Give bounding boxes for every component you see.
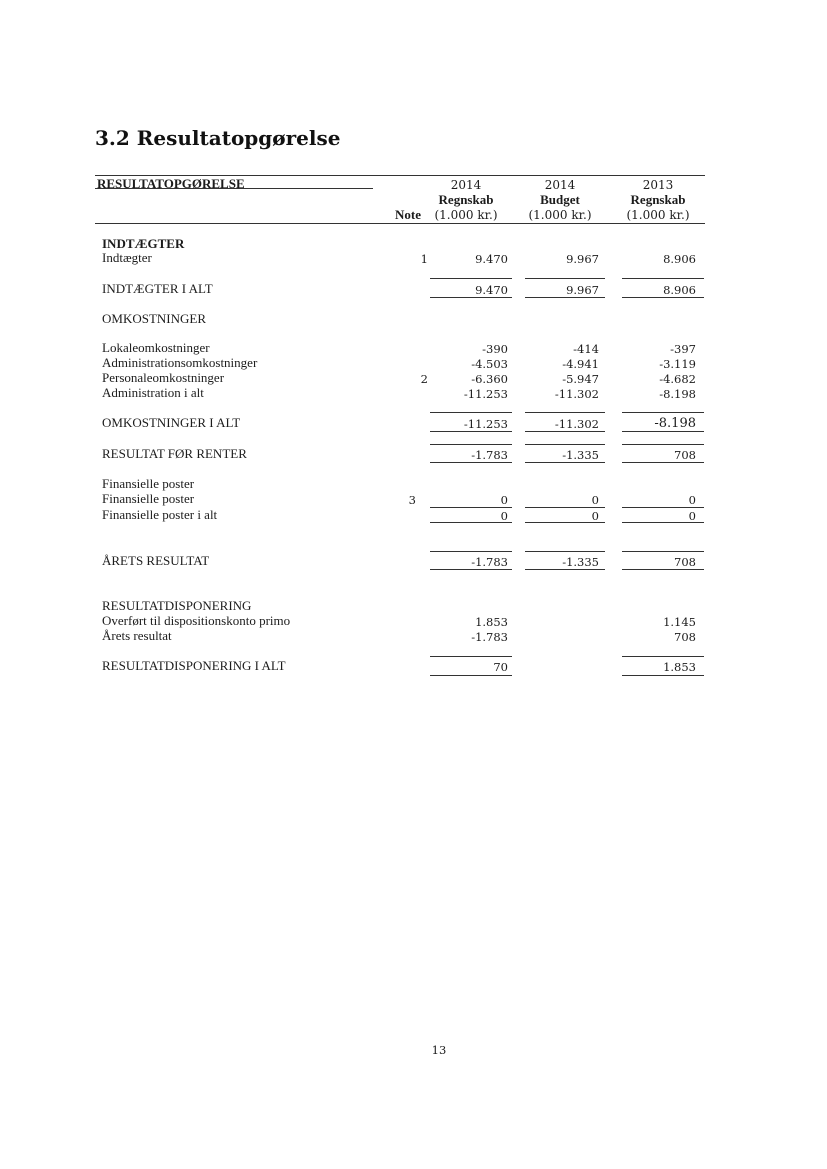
financial-mid-rule-2 (525, 507, 605, 508)
costs-row-label: Administrationsomkostninger (102, 355, 258, 370)
income-row-label: Indtægter (102, 250, 152, 265)
rfr-top-rule-3 (622, 444, 704, 445)
costs-total-bottom-rule-3 (622, 431, 704, 432)
costs-row-value: -5.947 (562, 372, 599, 386)
rfr-bottom-rule-1 (430, 462, 512, 463)
costs-total-label: OMKOSTNINGER I ALT (102, 415, 241, 430)
financial-heading: Finansielle poster (102, 476, 195, 491)
income-total-top-rule-2 (525, 278, 605, 279)
disposition-row-label: Årets resultat (102, 628, 172, 643)
rfr-top-rule-2 (525, 444, 605, 445)
costs-total-value-1: -11.253 (463, 417, 508, 431)
annual-result-label: ÅRETS RESULTAT (102, 553, 210, 568)
income-total-top-rule-1 (430, 278, 512, 279)
financial-total-value-1: 0 (500, 509, 508, 523)
result-before-interest-value-1: -1.783 (471, 448, 508, 462)
column-3-year: 2013 (642, 178, 674, 192)
costs-row-value: -11.302 (554, 387, 599, 401)
costs-total-value-3: -8.198 (654, 416, 696, 431)
financial-bottom-rule-3 (622, 522, 704, 523)
annual-result-value-3: 708 (674, 555, 696, 569)
costs-total-bottom-rule-2 (525, 431, 605, 432)
costs-row-value: -397 (670, 342, 696, 356)
costs-row-value: -4.503 (471, 357, 508, 371)
costs-row-label: Personaleomkostninger (102, 370, 225, 385)
costs-total-bottom-rule-1 (430, 431, 512, 432)
disposition-row-value: 1.145 (663, 615, 696, 629)
column-3-type: Regnskab (630, 192, 686, 207)
disposition-total-value-3: 1.853 (663, 660, 696, 674)
disposition-total-bottom-rule-1 (430, 675, 512, 676)
page-number: 13 (431, 1043, 447, 1057)
disposition-total-label: RESULTATDISPONERING I ALT (102, 658, 286, 673)
costs-row-value: -8.198 (659, 387, 696, 401)
disposition-row-label: Overført til dispositionskonto primo (102, 613, 291, 628)
annual-top-rule-2 (525, 551, 605, 552)
costs-row-label: Administration i alt (102, 385, 204, 400)
disposition-total-top-rule-1 (430, 656, 512, 657)
disposition-total-top-rule-3 (622, 656, 704, 657)
financial-total-label: Finansielle poster i alt (102, 507, 218, 522)
annual-top-rule-3 (622, 551, 704, 552)
income-heading: INDTÆGTER (102, 236, 185, 251)
column-2-unit: (1.000 kr.) (528, 208, 592, 222)
financial-mid-rule-1 (430, 507, 512, 508)
financial-bottom-rule-2 (525, 522, 605, 523)
result-before-interest-value-3: 708 (674, 448, 696, 462)
income-total-bottom-rule-2 (525, 297, 605, 298)
income-row-value-1: 9.470 (475, 252, 508, 266)
result-before-interest-label: RESULTAT FØR RENTER (102, 446, 247, 461)
financial-mid-rule-3 (622, 507, 704, 508)
income-total-value-3: 8.906 (663, 283, 696, 297)
annual-bottom-rule-3 (622, 569, 704, 570)
costs-row-value: -3.119 (659, 357, 696, 371)
column-2-type: Budget (540, 192, 580, 207)
income-total-value-2: 9.967 (566, 283, 599, 297)
financial-row-value-3: 0 (688, 493, 696, 507)
costs-row-value: -4.941 (562, 357, 599, 371)
rfr-bottom-rule-2 (525, 462, 605, 463)
costs-total-top-rule-2 (525, 412, 605, 413)
costs-total-top-rule-3 (622, 412, 704, 413)
page-title: 3.2 Resultatopgørelse (95, 126, 341, 150)
rfr-top-rule-1 (430, 444, 512, 445)
financial-total-value-2: 0 (591, 509, 599, 523)
column-2-year: 2014 (544, 178, 576, 192)
income-total-bottom-rule-3 (622, 297, 704, 298)
financial-row-value-1: 0 (500, 493, 508, 507)
costs-row-note: 2 (420, 372, 428, 386)
annual-top-rule-1 (430, 551, 512, 552)
annual-bottom-rule-2 (525, 569, 605, 570)
annual-result-value-1: -1.783 (471, 555, 508, 569)
result-before-interest-value-2: -1.335 (562, 448, 599, 462)
disposition-heading: RESULTATDISPONERING (102, 598, 252, 613)
costs-total-top-rule-1 (430, 412, 512, 413)
income-total-label: INDTÆGTER I ALT (102, 281, 213, 296)
costs-row-value: -4.682 (659, 372, 696, 386)
income-row-note: 1 (420, 252, 428, 266)
income-total-value-1: 9.470 (475, 283, 508, 297)
column-1-type: Regnskab (438, 192, 494, 207)
note-column-header: Note (395, 207, 421, 222)
financial-total-value-3: 0 (688, 509, 696, 523)
rfr-bottom-rule-3 (622, 462, 704, 463)
financial-row-note: 3 (408, 493, 416, 507)
annual-result-value-2: -1.335 (562, 555, 599, 569)
financial-row-value-2: 0 (591, 493, 599, 507)
table-header-label: RESULTATOPGØRELSE (97, 176, 245, 191)
disposition-row-value: -1.783 (471, 630, 508, 644)
header-bottom-rule (95, 223, 705, 224)
income-total-bottom-rule-1 (430, 297, 512, 298)
income-row-value-2: 9.967 (566, 252, 599, 266)
costs-total-value-2: -11.302 (554, 417, 599, 431)
costs-row-value: -6.360 (471, 372, 508, 386)
disposition-total-value-1: 70 (493, 660, 508, 674)
costs-row-value: -414 (573, 342, 599, 356)
column-1-unit: (1.000 kr.) (434, 208, 498, 222)
costs-row-value: -11.253 (463, 387, 508, 401)
column-3-unit: (1.000 kr.) (626, 208, 690, 222)
income-total-top-rule-3 (622, 278, 704, 279)
disposition-row-value: 1.853 (475, 615, 508, 629)
costs-heading: OMKOSTNINGER (102, 311, 206, 326)
costs-row-value: -390 (482, 342, 508, 356)
financial-bottom-rule-1 (430, 522, 512, 523)
income-row-value-3: 8.906 (663, 252, 696, 266)
disposition-total-bottom-rule-3 (622, 675, 704, 676)
financial-row-label: Finansielle poster (102, 491, 195, 506)
annual-bottom-rule-1 (430, 569, 512, 570)
disposition-row-value: 708 (674, 630, 696, 644)
column-1-year: 2014 (450, 178, 482, 192)
costs-row-label: Lokaleomkostninger (102, 340, 210, 355)
